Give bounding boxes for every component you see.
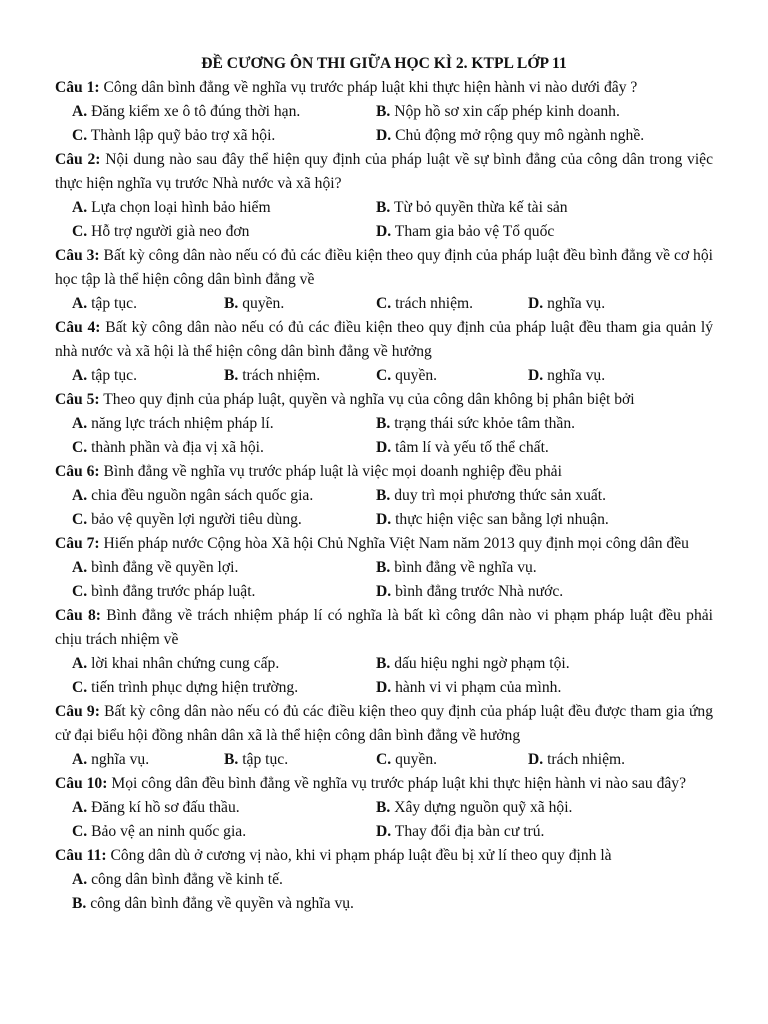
- option-letter: B.: [224, 367, 239, 384]
- question-number: Câu 3:: [55, 247, 100, 264]
- question-text: Bình đẳng về trách nhiệm pháp lí có nghĩa là bất kì công dân nào vi phạm pháp luật đều phải chịu trách nhiệm về: [55, 607, 713, 648]
- answer-option: [376, 412, 680, 436]
- option-letter: D.: [376, 679, 392, 696]
- option-letter: A.: [72, 751, 88, 768]
- question-number: Câu 1:: [55, 79, 100, 96]
- option-text: Hỗ trợ người già neo đơn: [91, 223, 250, 240]
- answer-option: [376, 796, 680, 820]
- answer-option: [72, 292, 224, 316]
- question-text: Công dân bình đẳng về nghĩa vụ trước pháp luật khi thực hiện hành vi nào dưới đây ?: [103, 79, 638, 96]
- option-text: nghĩa vụ.: [547, 367, 606, 384]
- question-stem: [55, 460, 713, 484]
- question-9: [55, 700, 713, 772]
- option-letter: A.: [72, 871, 88, 888]
- option-letter: C.: [72, 511, 88, 528]
- option-letter: A.: [72, 487, 88, 504]
- option-text: tiến trình phục dựng hiện trường.: [91, 679, 299, 696]
- option-text: Thay đổi địa bàn cư trú.: [394, 823, 545, 840]
- option-letter: B.: [72, 895, 87, 912]
- answer-option: [72, 652, 376, 676]
- question-number: Câu 5:: [55, 391, 100, 408]
- answer-options: [55, 868, 713, 916]
- option-text: bình đẳng trước pháp luật.: [91, 583, 256, 600]
- question-number: Câu 8:: [55, 607, 101, 624]
- answer-option: [72, 196, 376, 220]
- option-letter: C.: [72, 583, 88, 600]
- question-stem: [55, 604, 713, 652]
- answer-option: [72, 796, 376, 820]
- answer-option: [224, 292, 376, 316]
- option-text: công dân bình đẳng về quyền và nghĩa vụ.: [90, 895, 354, 912]
- option-text: bình đẳng về quyền lợi.: [91, 559, 239, 576]
- option-letter: B.: [376, 487, 391, 504]
- answer-option: [72, 364, 224, 388]
- option-text: nghĩa vụ.: [91, 751, 150, 768]
- answer-option: [72, 412, 376, 436]
- answer-option: [528, 364, 680, 388]
- question-4: [55, 316, 713, 388]
- option-text: Đăng kí hồ sơ đấu thầu.: [91, 799, 240, 816]
- option-letter: B.: [376, 655, 391, 672]
- option-letter: C.: [376, 295, 392, 312]
- option-letter: A.: [72, 415, 88, 432]
- answer-option: [376, 100, 680, 124]
- option-text: Đăng kiểm xe ô tô đúng thời hạn.: [91, 103, 301, 120]
- option-text: bình đẳng về nghĩa vụ.: [394, 559, 537, 576]
- question-stem: [55, 844, 713, 868]
- question-number: Câu 4:: [55, 319, 101, 336]
- question-text: Bất kỳ công dân nào nếu có đủ các điều kiện theo quy định của pháp luật đều bình đẳng về cơ hội học tập là thể hiện công dân bình đẳng về: [55, 247, 713, 288]
- option-text: nghĩa vụ.: [547, 295, 606, 312]
- option-letter: D.: [376, 511, 392, 528]
- option-text: Lựa chọn loại hình bảo hiểm: [91, 199, 271, 216]
- question-text: Mọi công dân đều bình đẳng về nghĩa vụ trước pháp luật khi thực hiện hành vi nào sau đây?: [111, 775, 687, 792]
- answer-option: [72, 100, 376, 124]
- question-6: [55, 460, 713, 532]
- option-letter: D.: [376, 583, 392, 600]
- question-number: Câu 11:: [55, 847, 107, 864]
- answer-options: [55, 364, 713, 388]
- option-letter: B.: [376, 799, 391, 816]
- option-letter: B.: [376, 559, 391, 576]
- option-letter: D.: [376, 223, 392, 240]
- question-list: [55, 76, 713, 916]
- option-letter: D.: [376, 439, 392, 456]
- option-letter: A.: [72, 295, 88, 312]
- question-stem: [55, 148, 713, 196]
- option-text: quyền.: [242, 295, 285, 312]
- question-8: [55, 604, 713, 700]
- question-number: Câu 9:: [55, 703, 100, 720]
- answer-options: [55, 484, 713, 532]
- question-number: Câu 7:: [55, 535, 100, 552]
- answer-option: [376, 196, 680, 220]
- question-11: [55, 844, 713, 916]
- option-text: tập tục.: [91, 295, 137, 312]
- answer-option: [376, 508, 680, 532]
- question-7: [55, 532, 713, 604]
- option-text: dấu hiệu nghi ngờ phạm tội.: [394, 655, 570, 672]
- answer-options: [55, 652, 713, 700]
- question-3: [55, 244, 713, 316]
- answer-option: [224, 748, 376, 772]
- page-title: ĐỀ CƯƠNG ÔN THI GIỮA HỌC KÌ 2. KTPL LỚP 11: [201, 55, 567, 72]
- question-1: [55, 76, 713, 148]
- answer-option: [72, 892, 713, 916]
- option-letter: B.: [224, 751, 239, 768]
- option-letter: C.: [72, 823, 88, 840]
- answer-option: [72, 676, 376, 700]
- option-text: Nộp hồ sơ xin cấp phép kinh doanh.: [394, 103, 620, 120]
- option-text: trách nhiệm.: [547, 751, 626, 768]
- question-stem: [55, 244, 713, 292]
- option-text: năng lực trách nhiệm pháp lí.: [91, 415, 274, 432]
- option-text: Chủ động mở rộng quy mô ngành nghề.: [395, 127, 645, 144]
- answer-option: [72, 220, 376, 244]
- question-number: Câu 10:: [55, 775, 108, 792]
- answer-option: [528, 748, 680, 772]
- answer-option: [376, 220, 680, 244]
- option-text: tâm lí và yếu tố thể chất.: [395, 439, 549, 456]
- option-text: tập tục.: [91, 367, 137, 384]
- answer-option: [376, 652, 680, 676]
- answer-option: [376, 580, 680, 604]
- answer-option: [376, 124, 680, 148]
- option-text: công dân bình đẳng về kinh tế.: [91, 871, 283, 888]
- option-letter: B.: [376, 103, 391, 120]
- answer-option: [376, 364, 528, 388]
- option-text: Thành lập quỹ bảo trợ xã hội.: [90, 127, 276, 144]
- option-letter: D.: [376, 127, 392, 144]
- answer-option: [72, 484, 376, 508]
- option-text: quyền.: [395, 751, 438, 768]
- question-text: Bất kỳ công dân nào nếu có đủ các điều kiện theo quy định của pháp luật đều tham gia quản lý nhà nước và xã hội là thể hiện công dân bình đẳng về hưởng: [55, 319, 714, 360]
- question-number: Câu 6:: [55, 463, 100, 480]
- question-number: Câu 2:: [55, 151, 101, 168]
- question-stem: [55, 76, 713, 100]
- question-5: [55, 388, 713, 460]
- option-letter: C.: [376, 751, 392, 768]
- question-2: [55, 148, 713, 244]
- answer-options: [55, 748, 713, 772]
- question-text: Nội dung nào sau đây thể hiện quy định của pháp luật về sự bình đẳng của công dân trong việc thực hiện nghĩa vụ trước Nhà nước và xã hội?: [55, 151, 714, 192]
- option-letter: C.: [376, 367, 392, 384]
- question-stem: [55, 700, 713, 748]
- option-letter: D.: [528, 751, 544, 768]
- option-letter: C.: [72, 439, 88, 456]
- answer-options: [55, 100, 713, 148]
- answer-option: [376, 292, 528, 316]
- answer-options: [55, 556, 713, 604]
- answer-option: [224, 364, 376, 388]
- option-text: chia đều nguồn ngân sách quốc gia.: [91, 487, 314, 504]
- option-letter: A.: [72, 799, 88, 816]
- option-letter: A.: [72, 367, 88, 384]
- answer-option: [72, 748, 224, 772]
- question-stem: [55, 316, 713, 364]
- question-text: Công dân dù ở cương vị nào, khi vi phạm pháp luật đều bị xử lí theo quy định là: [110, 847, 612, 864]
- option-letter: D.: [528, 367, 544, 384]
- question-text: Bất kỳ công dân nào nếu có đủ các điều kiện theo quy định của pháp luật đều được tham gia ứng cử đại biểu hội đồng nhân dân xã là thể hiện công dân bình đẳng về hưởng: [55, 703, 713, 744]
- answer-option: [72, 556, 376, 580]
- answer-option: [72, 508, 376, 532]
- question-stem: [55, 388, 713, 412]
- option-letter: B.: [224, 295, 239, 312]
- option-letter: A.: [72, 559, 88, 576]
- option-text: Từ bỏ quyền thừa kế tài sản: [393, 199, 568, 216]
- option-letter: C.: [72, 223, 88, 240]
- answer-option: [528, 292, 680, 316]
- answer-option: [72, 124, 376, 148]
- answer-options: [55, 196, 713, 244]
- answer-option: [376, 820, 680, 844]
- option-letter: A.: [72, 655, 88, 672]
- answer-option: [72, 820, 376, 844]
- option-text: thành phần và địa vị xã hội.: [91, 439, 264, 456]
- option-letter: A.: [72, 103, 88, 120]
- option-letter: C.: [72, 127, 88, 144]
- answer-options: [55, 412, 713, 460]
- option-text: duy trì mọi phương thức sản xuất.: [394, 487, 607, 504]
- option-letter: A.: [72, 199, 88, 216]
- answer-option: [72, 580, 376, 604]
- option-letter: D.: [528, 295, 544, 312]
- answer-option: [72, 868, 713, 892]
- question-text: Hiến pháp nước Cộng hòa Xã hội Chủ Nghĩa Việt Nam năm 2013 quy định mọi công dân đều: [103, 535, 689, 552]
- answer-option: [376, 556, 680, 580]
- answer-option: [376, 484, 680, 508]
- option-text: tập tục.: [242, 751, 289, 768]
- option-letter: C.: [72, 679, 88, 696]
- answer-option: [376, 436, 680, 460]
- option-text: Bảo vệ an ninh quốc gia.: [91, 823, 247, 840]
- question-text: Theo quy định của pháp luật, quyền và nghĩa vụ của công dân không bị phân biệt bởi: [103, 391, 635, 408]
- answer-options: [55, 796, 713, 844]
- question-stem: [55, 532, 713, 556]
- option-text: bảo vệ quyền lợi người tiêu dùng.: [91, 511, 302, 528]
- answer-option: [376, 676, 680, 700]
- answer-option: [72, 436, 376, 460]
- option-text: trạng thái sức khỏe tâm thần.: [394, 415, 576, 432]
- option-text: Xây dựng nguồn quỹ xã hội.: [394, 799, 573, 816]
- option-text: thực hiện việc san bằng lợi nhuận.: [395, 511, 609, 528]
- option-text: lời khai nhân chứng cung cấp.: [91, 655, 280, 672]
- option-text: bình đẳng trước Nhà nước.: [395, 583, 564, 600]
- option-text: trách nhiệm.: [395, 295, 474, 312]
- question-text: Bình đẳng về nghĩa vụ trước pháp luật là việc mọi doanh nghiệp đều phải: [103, 463, 562, 480]
- option-text: hành vi vi phạm của mình.: [395, 679, 562, 696]
- option-letter: D.: [376, 823, 392, 840]
- option-text: Tham gia bảo vệ Tổ quốc: [394, 223, 555, 240]
- option-text: quyền.: [395, 367, 438, 384]
- answer-options: [55, 292, 713, 316]
- question-stem: [55, 772, 713, 796]
- answer-option: [376, 748, 528, 772]
- option-letter: B.: [376, 415, 391, 432]
- option-letter: B.: [376, 199, 391, 216]
- option-text: trách nhiệm.: [242, 367, 321, 384]
- question-10: [55, 772, 713, 844]
